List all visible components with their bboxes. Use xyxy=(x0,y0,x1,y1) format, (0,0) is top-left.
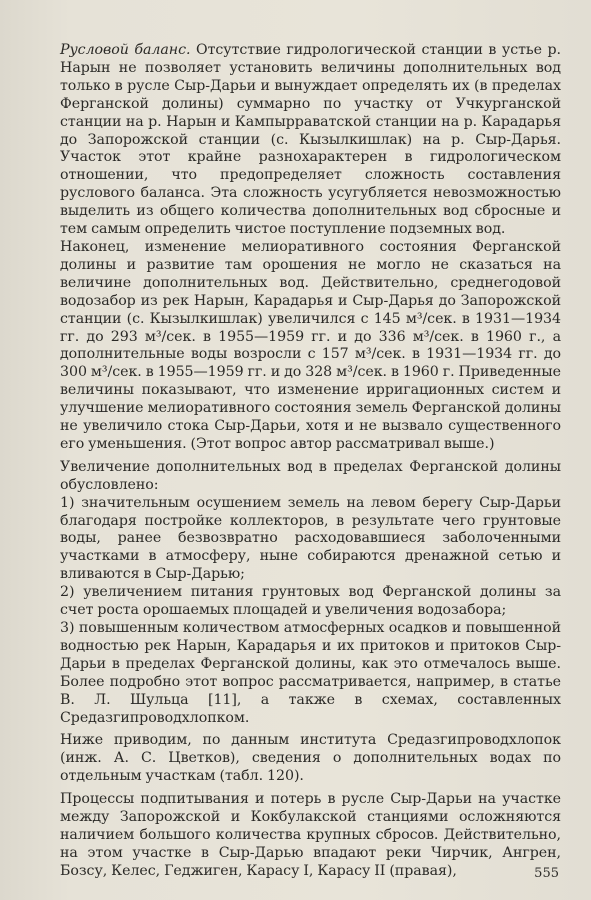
list-item: 1) значительным осушением земель на левом берегу Сыр-Дарьи благодаря постройке коллекторов, в результате чего грунтовые воды, ранее безвозвратно расходовавшиеся заболоченными участками в атмосферу, ныне собираются дренажной сетью и вливаются в Сыр-Дарью; xyxy=(60,494,561,583)
paragraph-channel-balance xyxy=(60,42,561,239)
paragraph-processes: Процессы подпитывания и потерь в русле Сыр-Дарьи на участке между Запорожской и Кокбулакской станциями осложняются наличием большого количества крупных сбросов. Действительно, на этом участке в Сыр-Дарью впадают реки Чирчик, Ангрен, Бозсу, Келес, Геджиген, Карасу I, Карасу II (правая), xyxy=(60,791,561,879)
paragraph-table-reference: Ниже приводим, по данным института Средазгипроводхлопок (инж. А. С. Цветков), сведения о дополнительных водах по отдельным участкам (табл. 120). xyxy=(60,732,561,785)
paragraph-reclamation xyxy=(60,239,561,454)
page-number: 555 xyxy=(534,866,559,881)
paragraph-lead-italic: Русловой баланс. xyxy=(60,42,191,58)
paragraph-text: Наконец, изменение мелиоративного состояния Ферганской долины и развитие там орошения не могло не сказаться на величине дополнительных вод. Действительно, среднегодовой водозабор из рек Нарын, Карадарья и Сыр-Дарья до Запорожской станции (с. Кызылкишлак) увеличился с 145 м³/сек. в 1931—1934 гг. до 293 м³/сек. в 1955—1959 гг. и до 336 м³/сек. в 1960 г., а дополнительные воды возросли с 157 м³/сек. в 1931—1934 гг. до 300 м³/сек. в 1955—1959 гг. и до 328 м³/сек. в 1960 г. Приведенные величины показывают, что изменение ирригационных систем и улучшение мелиоративного состояния земель Ферганской долины не увеличило стока Сыр-Дарьи, хотя и не вызвало существенного его уменьшения. (Этот вопрос автор рассматривал выше.) xyxy=(60,238,561,452)
list-item: 2) увеличением питания грунтовых вод Ферганской долины за счет роста орошаемых площадей и увеличения водозабора; xyxy=(60,584,561,619)
paragraph-text: Отсутствие гидрологической станции в устье р. Нарын не позволяет установить величины дополнительных вод только в русле Сыр-Дарьи и вынуждает определять их (в пределах Ферганской долины) суммарно по участку от Учкурганской станции на р. Нарын и Кампырраватской станции на р. Карадарья до Запорожской станции (с. Кызылкишлак) на р. Сыр-Дарья. Участок этот крайне разнохарактерен в гидрологическом отношении, что предопределяет сложность составления руслового баланса. Эта сложность усугубляется невозможностью выделить из общего количества дополнительных вод сбросные и тем самым определить чистое поступление подземных вод. xyxy=(60,42,561,238)
paragraph-text: Увеличение дополнительных вод в пределах Ферганской долины обусловлено: xyxy=(60,458,561,493)
paragraph-increase-intro xyxy=(60,459,561,495)
list-item: 3) повышенным количеством атмосферных осадков и повышенной водностью рек Нарын, Карадарья и их притоков и притоков Сыр-Дарьи в пределах Ферганской долины, как это отмечалось выше. Более подробно этот вопрос рассматривается, например, в статье В. Л. Шульца [11], а также в схемах, составленных Средазгипроводхлопком. xyxy=(60,620,561,726)
